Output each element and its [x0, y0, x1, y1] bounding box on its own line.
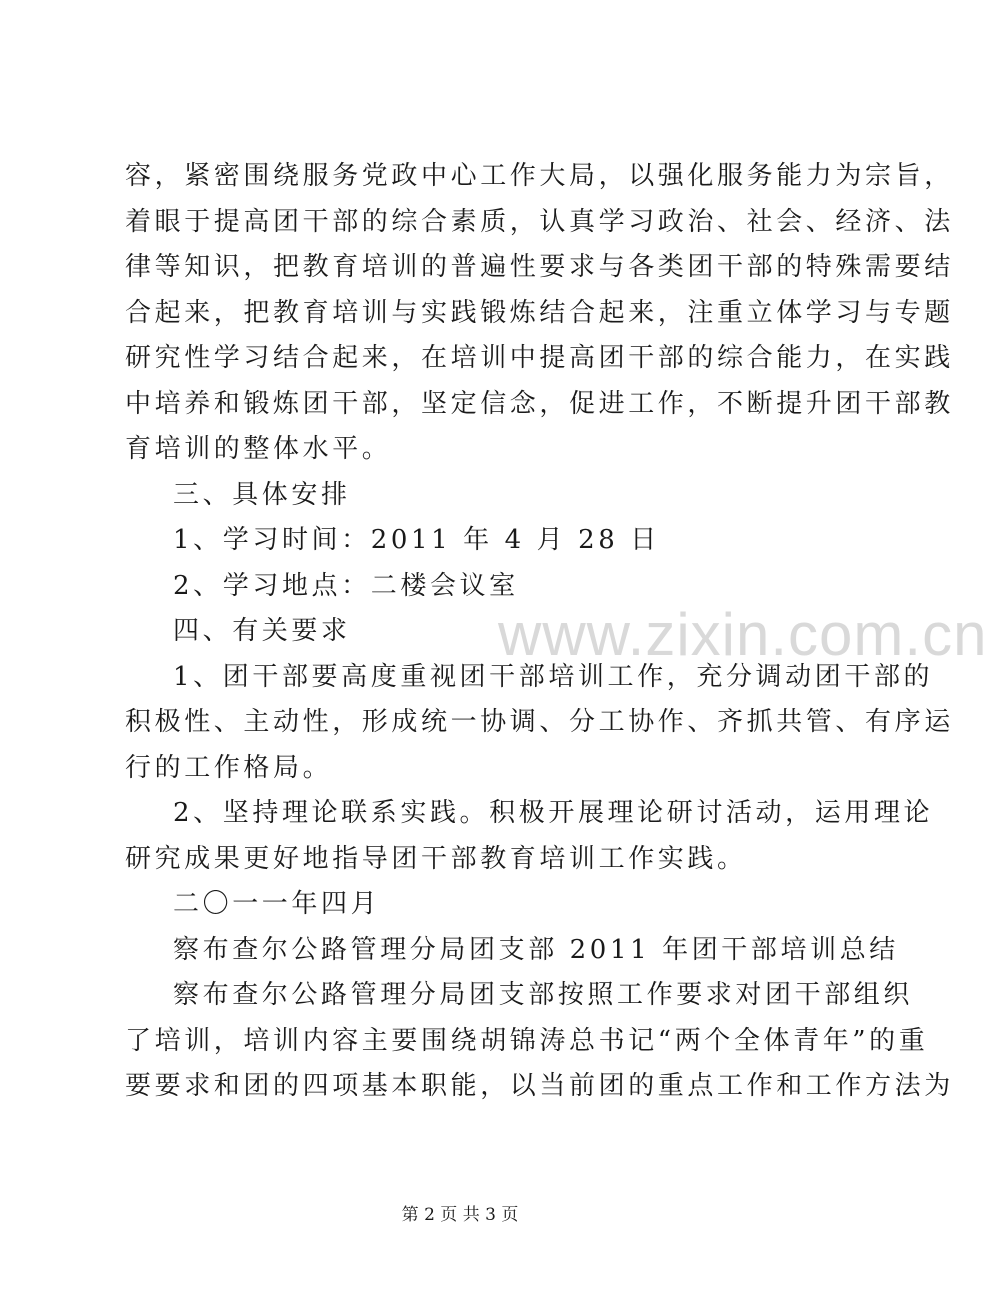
section-heading: 三、具体安排: [173, 479, 351, 510]
text-line: 要要求和团的四项基本职能，以当前团的重点工作和工作方法为: [125, 1071, 954, 1101]
text-line: 研究成果更好地指导团干部教育培训工作实践。: [125, 843, 747, 874]
text-line: 1、学习时间：2011 年 4 月 28 日: [173, 525, 660, 555]
text-line: 着眼于提高团干部的综合素质，认真学习政治、社会、经济、法: [125, 206, 954, 237]
text-line: 中培养和锻炼团干部，坚定信念，促进工作，不断提升团干部教: [125, 388, 954, 419]
text-line: 行的工作格局。: [125, 752, 333, 783]
text-line: 积极性、主动性，形成统一协调、分工协作、齐抓共管、有序运: [125, 707, 954, 737]
section-heading: 四、有关要求: [173, 616, 351, 646]
text-line: 了培训，培训内容主要围绕胡锦涛总书记“两个全体青年”的重: [125, 1025, 929, 1056]
watermark: www.zixin.com.cn: [498, 601, 987, 668]
text-line: 律等知识，把教育培训的普遍性要求与各类团干部的特殊需要结: [125, 252, 954, 282]
text-line: 研究性学习结合起来，在培训中提高团干部的综合能力，在实践: [125, 343, 954, 373]
text-line: 育培训的整体水平。: [125, 434, 392, 464]
text-line: 察布查尔公路管理分局团支部按照工作要求对团干部组织: [173, 980, 914, 1010]
text-line: 2、学习地点：二楼会议室: [173, 570, 519, 601]
text-line: 容，紧密围绕服务党政中心工作大局，以强化服务能力为宗旨，: [125, 161, 954, 191]
text-line: 1、团干部要高度重视团干部培训工作，充分调动团干部的: [173, 661, 934, 692]
document-title: 察布查尔公路管理分局团支部 2011 年团干部培训总结: [173, 934, 899, 965]
text-line: 2、坚持理论联系实践。积极开展理论研讨活动，运用理论: [173, 798, 934, 828]
date-line: 二〇一一年四月: [173, 889, 381, 919]
page-footer: 第 2 页 共 3 页: [401, 1205, 519, 1225]
text-line: 合起来，把教育培训与实践锻炼结合起来，注重立体学习与专题: [125, 297, 954, 328]
